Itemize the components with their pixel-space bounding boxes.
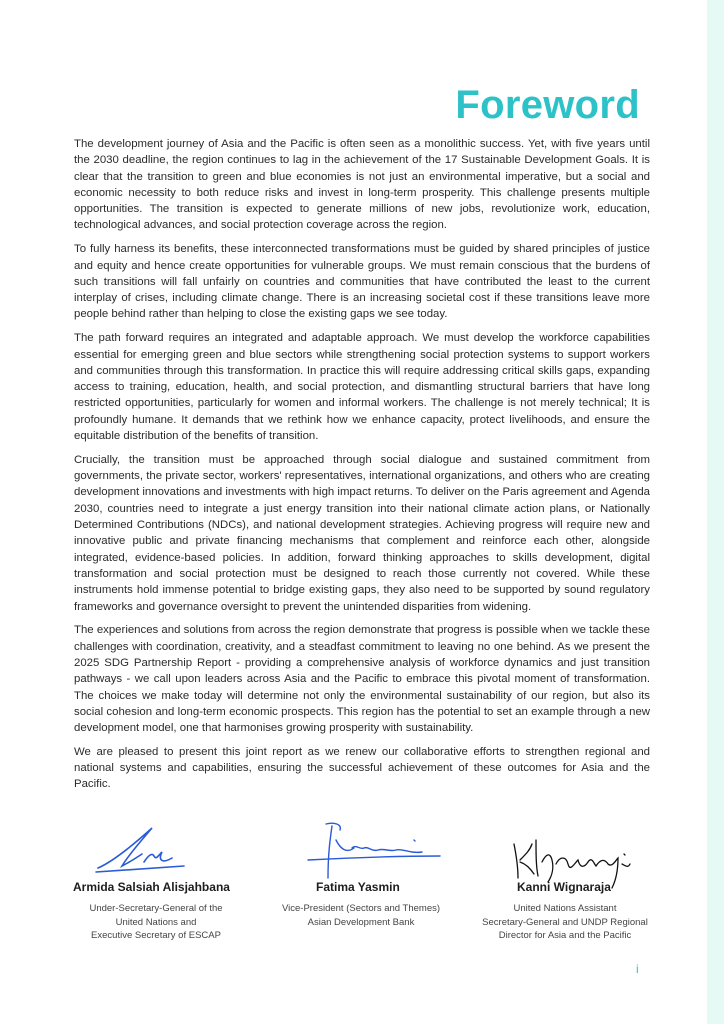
page-number: i xyxy=(636,962,639,976)
signatory-name-3: Kanni Wignaraja xyxy=(517,880,611,894)
paragraph-3: The path forward requires an integrated and adaptable approach. We must develop the workforce capabilities essential for emerging green and blue sectors while strengthening social protection systems to support workers and communities through this transformation. In practice this will require addressing critical skills gaps, expanding access to training, education, health, and social protection, and dismantling structural barriers that have long restricted opportunities, particularly for women and informal workers. The challenge is not merely technical; It is profoundly humane. It demands that we rethink how we enhance capacity, protect livelihoods, and ensure the equitable distribution of the benefits of transition. xyxy=(74,332,650,443)
paragraph-4: Crucially, the transition must be approached through social dialogue and sustained commitment from governments, the private sector, workers' representatives, international organizations, and others who are creating development innovations and investments with high impact returns. To deliver on the Paris agreement and Agenda 2030, countries need to integrate a just energy transition into their national climate action plans, or Nationally Determined Contributions (NDCs), and national development strategies. Achieving progress will require new and innovative public and private financing mechanisms that complement and reinforce each other, alongside integrated, evidence-based policies. In addition, forward thinking approaches to skills development, digital transformation and social protection must be designed to reach those currently not covered. While these instruments hold immense potential to bridge existing gaps, they also need to be supported by sound regulatory frameworks and governance oversight to prevent the unintended disparities from widening. xyxy=(74,453,650,613)
signatory-title-3-line-2: Secretary-General and UNDP Regional xyxy=(482,916,648,928)
signatory-name-1: Armida Salsiah Alisjahbana xyxy=(73,880,230,894)
signatory-title-1-line-3: Executive Secretary of ESCAP xyxy=(91,930,221,941)
signatory-title-1 xyxy=(68,902,244,943)
paragraph-6: We are pleased to present this joint report as we renew our collaborative efforts to strengthen regional and national systems and capabilities, ensuring the successful achievement of these outcomes for Asia and the Pacific. xyxy=(74,745,650,791)
signature-armida-image xyxy=(92,822,192,877)
signatory-title-2-line-2: Asian Development Bank xyxy=(307,916,415,928)
signatory-title-2 xyxy=(268,902,454,929)
signatory-title-2-line-1: Vice-President (Sectors and Themes) xyxy=(281,903,441,914)
foreword-body xyxy=(74,136,650,800)
signatory-title-3 xyxy=(470,902,660,943)
paragraph-2: To fully harness its benefits, these interconnected transformations must be guided by shared principles of justice and equity and hence create opportunities for vulnerable groups. We must remain conscious that the burdens of such transitions will fall unfairly on countries and communities that have contributed the least to the current interplay of crises, including climate change. There is an increasing societal cost if these transitions leave more people behind rather than helping to close the existing gaps we see today. xyxy=(74,243,650,321)
signatory-title-1-line-1: Under-Secretary-General of the xyxy=(89,903,223,914)
page-title: Foreword xyxy=(455,83,640,127)
paragraph-5: The experiences and solutions from across the region demonstrate that progress is possible when we tackle these challenges with coordination, creativity, and a steadfast commitment to leaving no one behind. As we present the 2025 SDG Partnership Report - providing a comprehensive analysis of workforce dynamics and just transition pathways - we call upon leaders across Asia and the Pacific to embrace this pivotal moment of transformation. The choices we make today will determine not only the environmental sustainability of our region, but also its social cohesion and long-term economic prospects. This region has the potential to set an example through a new development model, one that harmonises growing prosperity with sustainability. xyxy=(74,624,650,735)
paragraph-1: The development journey of Asia and the Pacific is often seen as a monolithic success. Yet, with five years until the 2030 deadline, the region continues to lag in the achievement of the 17 Sustainable Development Goals. It is clear that the transition to green and blue economies is not just an environmental imperative, but a social and economic necessity to both reduce risks and invest in long-term prosperity. This challenge presents multiple opportunities. The transition is expected to generate millions of new jobs, revolutionize work, education, technological advances, and social protection coverage across the region. xyxy=(74,138,650,232)
signatory-title-3-line-3: Director for Asia and the Pacific xyxy=(498,930,632,941)
signatory-title-3-line-1: United Nations Assistant xyxy=(513,903,617,914)
signatory-title-1-line-2: United Nations and xyxy=(115,916,197,928)
side-decor-strip xyxy=(707,0,724,1024)
signature-fatima-image xyxy=(306,818,446,884)
signatory-name-2: Fatima Yasmin xyxy=(316,880,400,894)
